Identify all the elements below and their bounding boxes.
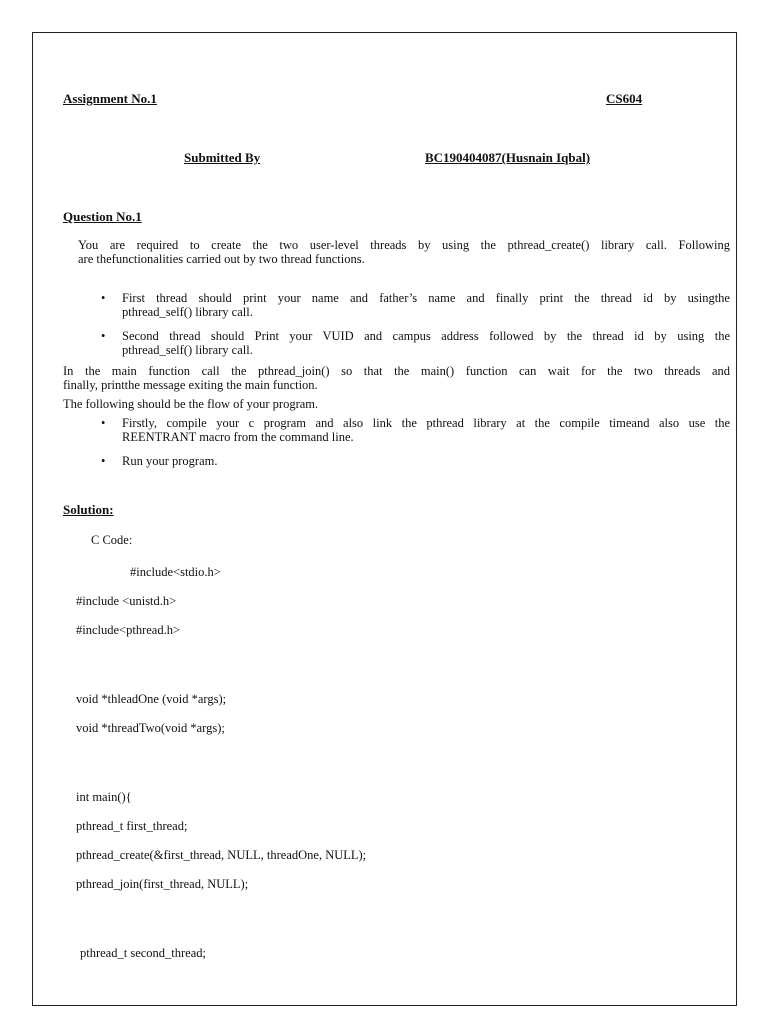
assignment-title: Assignment No.1	[63, 91, 157, 106]
code-line: pthread_join(first_thread, NULL);	[76, 877, 249, 891]
question-intro-line1: You are required to create the two user-level threads by using the pthread_create() library call. Following	[78, 238, 730, 252]
code-line: int main(){	[76, 790, 132, 804]
flow-line: The following should be the flow of your program.	[63, 397, 319, 411]
question-intro-line2: are thefunctionalities carried out by two thread functions.	[78, 252, 365, 266]
code-line: #include<pthread.h>	[76, 623, 180, 637]
bullet1-line2: pthread_self() library call.	[122, 305, 253, 319]
code-line: pthread_create(&first_thread, NULL, threadOne, NULL);	[76, 848, 367, 862]
bullet-marker: •	[101, 416, 106, 430]
main-para-line2: finally, printthe message exiting the main function.	[63, 378, 318, 392]
bullet3-line2: REENTRANT macro from the command line.	[122, 430, 354, 444]
code-line: void *threadTwo(void *args);	[76, 721, 225, 735]
code-line: #include <unistd.h>	[76, 594, 177, 608]
main-para-line1: In the main function call the pthread_join() so that the main() function can wait for the two threads and	[63, 364, 730, 378]
bullet3-line1: Firstly, compile your c program and also link the pthread library at the compile timeand also use the	[122, 416, 730, 430]
code-line: #include<stdio.h>	[130, 565, 221, 579]
bullet4-line1: Run your program.	[122, 454, 218, 468]
code-line: void *thleadOne (void *args);	[76, 692, 227, 706]
bullet-marker: •	[101, 454, 106, 468]
student-id: BC190404087(Husnain Iqbal)	[425, 150, 591, 165]
question-heading: Question No.1	[63, 209, 142, 224]
course-code: CS604	[606, 91, 643, 106]
bullet2-line1: Second thread should Print your VUID and campus address followed by the thread id by using the	[122, 329, 730, 343]
code-label: C Code:	[91, 533, 133, 547]
submitted-by-label: Submitted By	[184, 150, 261, 165]
bullet-marker: •	[101, 291, 106, 305]
bullet1-line1: First thread should print your name and father’s name and finally print the thread id by usingthe	[122, 291, 730, 305]
code-line: pthread_t first_thread;	[76, 819, 188, 833]
code-line: pthread_t second_thread;	[80, 946, 206, 960]
document-page	[32, 32, 737, 1006]
bullet-marker: •	[101, 329, 106, 343]
solution-heading: Solution:	[63, 502, 114, 517]
bullet2-line2: pthread_self() library call.	[122, 343, 253, 357]
